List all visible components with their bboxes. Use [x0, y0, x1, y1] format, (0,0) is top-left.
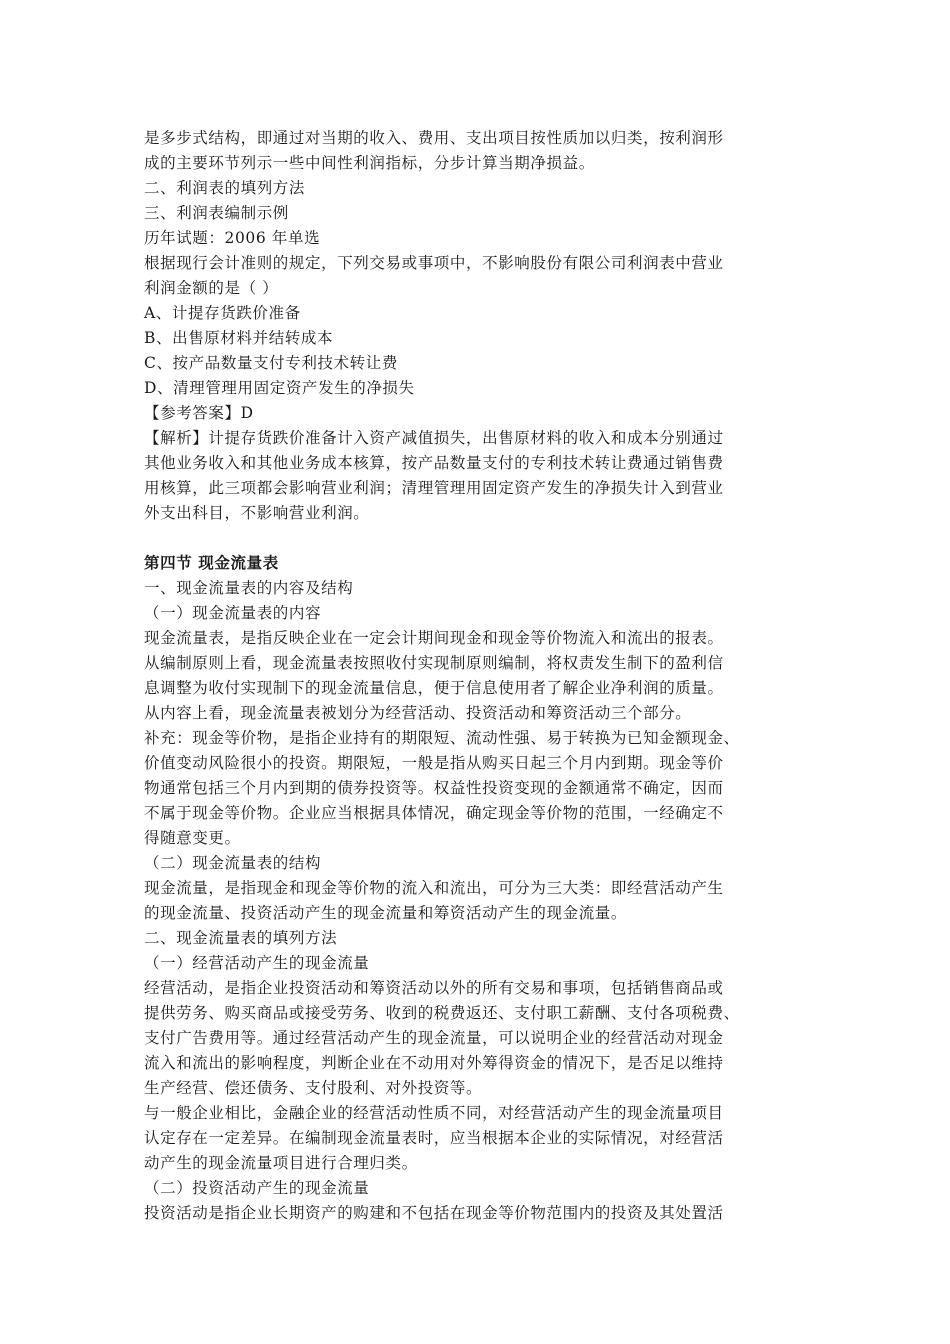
- text-line: 根据现行会计准则的规定，下列交易或事项中，不影响股份有限公司利润表中营业: [144, 254, 724, 272]
- text-line: 现金流量表，是指反映企业在一定会计期间现金和现金等价物流入和流出的报表。: [144, 629, 724, 647]
- text-line: 二、利润表的填列方法: [144, 179, 306, 197]
- text-line: 是多步式结构，即通过对当期的收入、费用、支出项目按性质加以归类，按利润形: [144, 129, 724, 147]
- text-line: 其他业务收入和其他业务成本核算，按产品数量支付的专利技术转让费通过销售费: [144, 454, 724, 472]
- paragraph: [144, 401, 804, 426]
- text-line: D、清理管理用固定资产发生的净损失: [144, 379, 415, 397]
- text-line: 生产经营、偿还债务、支付股利、对外投资等。: [144, 1079, 483, 1097]
- text-line: 物通常包括三个月内到期的债券投资等。权益性投资变现的金额通常不确定，因而: [144, 779, 724, 797]
- section-gap: [144, 526, 804, 551]
- text-line: 与一般企业相比，金融企业的经营活动性质不同，对经营活动产生的现金流量项目: [144, 1104, 724, 1122]
- text-line: 动产生的现金流量项目进行合理归类。: [144, 1154, 418, 1172]
- text-line: 得随意变更。: [144, 829, 241, 847]
- text-line: 【参考答案】D: [144, 404, 254, 422]
- text-line: （一）现金流量表的内容: [144, 604, 322, 622]
- document-body-part1: [144, 126, 804, 526]
- paragraph: [144, 201, 804, 226]
- paragraph: [144, 176, 804, 201]
- paragraph: [144, 376, 804, 401]
- text-line: 认定存在一定差异。在编制现金流量表时，应当根据本企业的实际情况，对经营活: [144, 1129, 724, 1147]
- text-line: 息调整为收付实现制下的现金流量信息，便于信息使用者了解企业净利润的质量。: [144, 679, 724, 697]
- paragraph: [144, 251, 804, 301]
- text-line: 的现金流量、投资活动产生的现金流量和筹资活动产生的现金流量。: [144, 904, 628, 922]
- text-line: 提供劳务、购买商品或接受劳务、收到的税费返还、支付职工薪酬、支付各项税费、: [144, 1004, 740, 1022]
- text-line: 从内容上看，现金流量表被划分为经营活动、投资活动和筹资活动三个部分。: [144, 704, 692, 722]
- paragraph: [144, 126, 804, 176]
- text-line: 投资活动是指企业长期资产的购建和不包括在现金等价物范围内的投资及其处置活: [144, 1204, 724, 1222]
- text-line: 经营活动，是指企业投资活动和筹资活动以外的所有交易和事项，包括销售商品或: [144, 979, 724, 997]
- text-line: A、计提存货跌价准备: [144, 304, 301, 322]
- paragraph: [144, 651, 804, 701]
- text-line: C、按产品数量支付专利技术转让费: [144, 354, 398, 372]
- paragraph: [144, 726, 804, 851]
- paragraph: [144, 326, 804, 351]
- paragraph: [144, 626, 804, 651]
- text-line: 历年试题：2006 年单选: [144, 229, 321, 247]
- paragraph: [144, 1101, 804, 1176]
- text-line: B、出售原材料并结转成本: [144, 329, 334, 347]
- paragraph: [144, 876, 804, 926]
- text-line: 不属于现金等价物。企业应当根据具体情况，确定现金等价物的范围，一经确定不: [144, 804, 724, 822]
- paragraph: [144, 301, 804, 326]
- paragraph: [144, 701, 804, 726]
- text-line: 二、现金流量表的填列方法: [144, 929, 338, 947]
- paragraph: [144, 601, 804, 626]
- text-line: 流入和流出的影响程度，判断企业在不动用对外筹得资金的情况下，是否足以维持: [144, 1054, 724, 1072]
- text-line: 一、现金流量表的内容及结构: [144, 579, 354, 597]
- paragraph: [144, 351, 804, 376]
- document-page: [144, 126, 804, 1226]
- text-line: 成的主要环节列示一些中间性利润指标，分步计算当期净损益。: [144, 154, 595, 172]
- paragraph: [144, 926, 804, 951]
- paragraph: [144, 1201, 804, 1226]
- text-line: 用核算，此三项都会影响营业利润；清理管理用固定资产发生的净损失计入到营业: [144, 479, 724, 497]
- paragraph: [144, 951, 804, 976]
- text-line: 利润金额的是（ ）: [144, 279, 279, 297]
- text-line: 补充：现金等价物，是指企业持有的期限短、流动性强、易于转换为已知金额现金、: [144, 729, 740, 747]
- text-line: 【解析】计提存货跌价准备计入资产减值损失，出售原材料的收入和成本分别通过: [144, 429, 724, 447]
- paragraph: [144, 976, 804, 1101]
- text-line: （二）现金流量表的结构: [144, 854, 322, 872]
- text-line: 现金流量，是指现金和现金等价物的流入和流出，可分为三大类：即经营活动产生: [144, 879, 724, 897]
- section-heading: 第四节 现金流量表: [144, 554, 279, 572]
- text-line: 外支出科目，不影响营业利润。: [144, 504, 370, 522]
- text-line: 支付广告费用等。通过经营活动产生的现金流量，可以说明企业的经营活动对现金: [144, 1029, 724, 1047]
- text-line: 三、利润表编制示例: [144, 204, 289, 222]
- document-body-part2: [144, 576, 804, 1226]
- text-line: 价值变动风险很小的投资。期限短，一般是指从购买日起三个月内到期。现金等价: [144, 754, 724, 772]
- paragraph: [144, 1176, 804, 1201]
- text-line: （一）经营活动产生的现金流量: [144, 954, 370, 972]
- text-line: 从编制原则上看，现金流量表按照收付实现制原则编制，将权责发生制下的盈利信: [144, 654, 724, 672]
- paragraph: [144, 226, 804, 251]
- paragraph: [144, 426, 804, 526]
- paragraph: [144, 576, 804, 601]
- paragraph: [144, 851, 804, 876]
- text-line: （二）投资活动产生的现金流量: [144, 1179, 370, 1197]
